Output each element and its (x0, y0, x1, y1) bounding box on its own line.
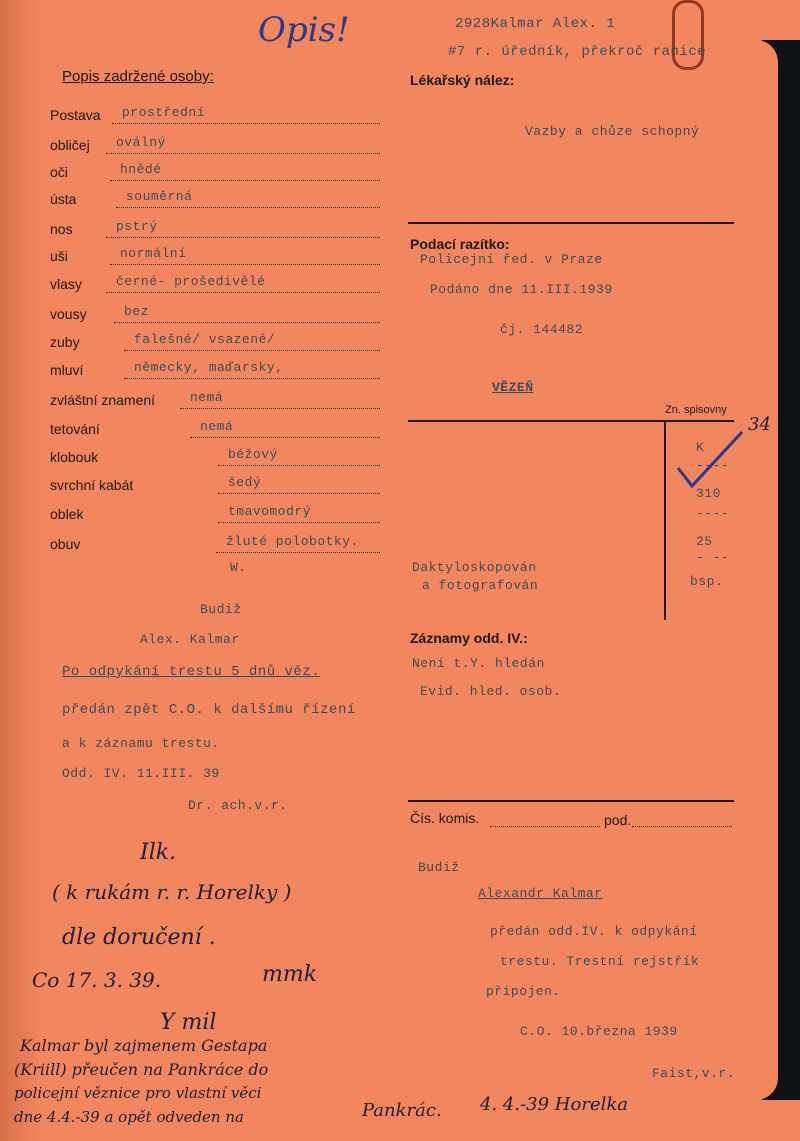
field-label: ústa (50, 191, 77, 207)
lower-line4: C.O. 10.března 1939 (520, 1024, 678, 1039)
field-value: bez (124, 304, 149, 319)
field-value: prostřední (122, 105, 206, 120)
decision-name: Alex. Kalmar (140, 632, 240, 647)
field-label: tetování (50, 421, 100, 437)
hand-note-line-3: policejní věznice pro vlastní věci (14, 1084, 262, 1102)
description-title: Popis zadržené osoby: (62, 68, 214, 85)
field-dots (180, 408, 380, 409)
field-label: nos (50, 221, 73, 237)
field-value: pstrý (116, 219, 158, 234)
roman-mark: W. (230, 560, 247, 575)
stamp-line3: čj. 144482 (500, 322, 584, 337)
hand-note-2: ( k rukám r. r. Horelky ) (52, 880, 292, 904)
field-label: obličej (50, 137, 90, 153)
hand-note-date: Co 17. 3. 39. (32, 968, 162, 992)
field-dots (106, 292, 380, 293)
lower-line1: předán odd.IV. k odpykání (490, 924, 698, 939)
hand-note-3: dle doručení . (62, 925, 216, 950)
hand-note-sign-2: Y mil (160, 1010, 217, 1035)
komis-label: Čís. komis. (410, 810, 480, 826)
zn-value: 310 (696, 486, 721, 501)
paper-right-margin (756, 40, 778, 1100)
hand-note-line-6: 4. 4.-39 Horelka (480, 1094, 628, 1115)
field-label: mluví (50, 362, 84, 378)
header-typed-line2: #7 r. úředník, překroč ranice (448, 44, 707, 60)
field-label: svrchní kabát (50, 477, 134, 493)
field-label: oči (50, 164, 68, 180)
field-dots (124, 350, 380, 351)
divider-1 (408, 222, 734, 224)
field-dots (124, 378, 380, 379)
zn-value: bsp. (690, 574, 724, 589)
zn-hand-number: 34 (748, 414, 771, 435)
divider-2 (408, 420, 734, 422)
pod-dots (632, 826, 732, 827)
lower-name: Alexandr Kalmar (478, 886, 603, 901)
field-value: šedý (228, 475, 262, 490)
records-line2: Evid. hled. osob. (420, 684, 562, 699)
field-dots (106, 153, 380, 154)
hand-note-line-2: (Kriill) přeučen na Pankráce do (14, 1060, 269, 1079)
zn-value: K (696, 440, 705, 455)
stamp-line2: Podáno dne 11.III.1939 (430, 282, 613, 297)
dakty-line1: Daktyloskopován (412, 560, 537, 575)
medical-value: Vazby a chůze schopný (525, 124, 700, 139)
decision-line3: a k záznamu trestu. (62, 736, 220, 751)
field-dots (114, 322, 380, 323)
field-value: nemá (190, 390, 224, 405)
zn-column-line (664, 420, 666, 620)
zn-value: ---- (696, 506, 730, 521)
lower-line3: připojen. (486, 984, 561, 999)
lower-budiz: Budiž (418, 860, 460, 875)
komis-dots (490, 826, 600, 827)
decision-line4: Odd. IV. 11.III. 39 (62, 766, 220, 781)
hand-note-line-5: Pankrác. (362, 1100, 442, 1121)
records-line1: Není t.Y. hledán (412, 656, 545, 671)
decision-signature: Dr. ach.v.r. (188, 798, 288, 813)
field-dots (110, 180, 380, 181)
hand-note-line-4: dne 4.4.-39 a opět odveden na (14, 1108, 244, 1126)
medical-label: Lékařský nález: (410, 72, 515, 88)
field-dots (106, 237, 380, 238)
field-label: oblek (50, 506, 84, 522)
stamp-label: Podací razítko: (410, 236, 510, 252)
records-label: Záznamy odd. IV.: (410, 630, 528, 646)
field-label: vousy (50, 306, 87, 322)
field-value: falešné/ vsazené/ (134, 332, 276, 347)
field-dots (218, 493, 380, 494)
lower-line2: trestu. Trestní rejstřík (500, 954, 700, 969)
field-dots (110, 264, 380, 265)
field-value: žluté polobotky. (226, 534, 359, 549)
zn-value: ---- (696, 458, 730, 473)
field-value: nemá (200, 419, 234, 434)
field-label: klobouk (50, 449, 99, 465)
field-value: normální (120, 246, 187, 261)
stamp-line1: Policejní řed. v Praze (420, 252, 603, 267)
lower-sign: Faist,v.r. (652, 1066, 736, 1081)
dakty-line2: a fotografován (422, 578, 539, 593)
zn-value: - -- (696, 550, 730, 565)
field-dots (116, 207, 380, 208)
zn-value: 25 (696, 534, 713, 549)
field-dots (190, 437, 380, 438)
hand-note-1: Ilk. (140, 840, 177, 865)
field-dots (218, 465, 380, 466)
prisoner-label: VĚZEŇ (492, 380, 534, 395)
field-value: černé- prošedivělé (116, 274, 266, 289)
field-label: vlasy (50, 276, 82, 292)
field-label: obuv (50, 536, 81, 552)
field-value: německy, maďarsky, (134, 360, 284, 375)
field-value: tmavomodrý (228, 504, 312, 519)
field-dots (112, 123, 380, 124)
decision-line1: Po odpykání trestu 5 dnů věz. (62, 664, 321, 680)
zn-label: Zn. spisovny (665, 404, 727, 416)
divider-3 (408, 800, 734, 802)
field-dots (218, 522, 380, 523)
hand-note-line-1: Kalmar byl zajmenem Gestapa (20, 1036, 268, 1055)
field-label: uši (50, 248, 68, 264)
pod-label: pod. (604, 812, 632, 828)
hand-note-sign: mmk (262, 962, 318, 987)
field-dots (216, 552, 380, 553)
decision-line2: předán zpět C.O. k dalšímu řízení (62, 702, 356, 718)
field-value: souměrná (126, 189, 193, 204)
field-label: Postava (50, 107, 101, 123)
field-value: béžový (228, 447, 278, 462)
opis-stamp: Opis! (258, 10, 350, 50)
header-typed-line1: 2928Kalmar Alex. 1 (455, 16, 616, 32)
field-value: hnědé (120, 162, 162, 177)
field-label: zvláštní znamení (50, 392, 156, 408)
decision-budiz: Budiž (200, 602, 242, 617)
field-value: oválný (116, 135, 166, 150)
field-label: zuby (50, 334, 80, 350)
